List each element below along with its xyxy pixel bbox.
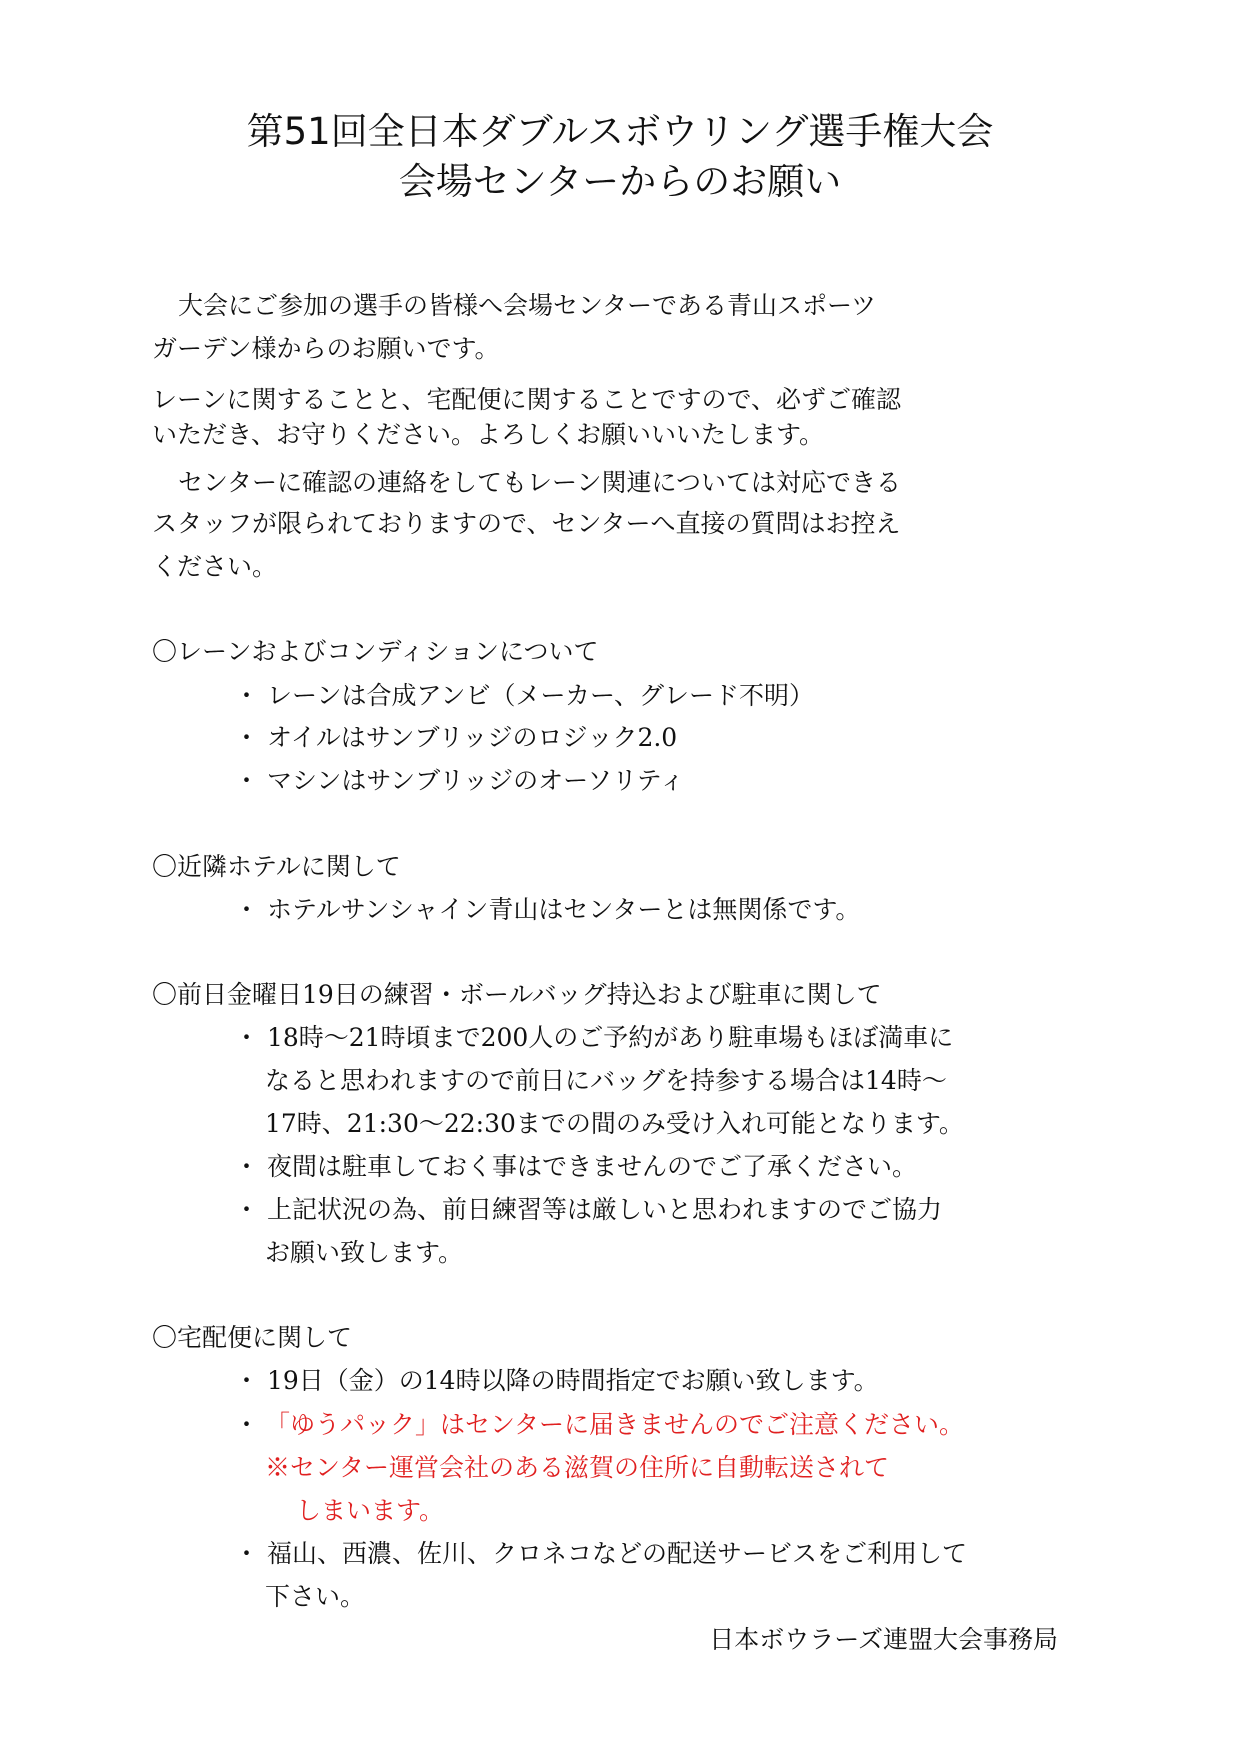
warning-yupack: 「ゆうパック」はセンターに届きませんのでご注意ください。	[265, 1410, 965, 1439]
intro-line: センターに確認の連絡をしてもレーン関連については対応できる	[178, 468, 902, 497]
intro-line: ガーデン様からのお願いです。	[152, 334, 500, 363]
bullet-item: ・ 19日（金）の14時以降の時間指定でお願い致します。	[234, 1366, 879, 1395]
bullet-item: ・ 福山、西濃、佐川、クロネコなどの配送サービスをご利用して	[234, 1539, 967, 1568]
intro-line: いただき、お守りください。よろしくお願いいいたします。	[152, 420, 825, 449]
bullet-marker: ・	[234, 1410, 260, 1439]
intro-line: ください。	[152, 552, 278, 581]
section-heading-previous-day: 〇前日金曜日19日の練習・ボールバッグ持込および駐車に関して	[152, 980, 882, 1009]
bullet-item: ・ 夜間は駐車しておく事はできませんのでご了承ください。	[234, 1152, 917, 1181]
warning-note-continued: しまいます。	[296, 1496, 445, 1525]
bullet-item: ・ 18時～21時頃まで200人のご予約があり駐車場もほぼ満車に	[234, 1023, 954, 1052]
bullet-item: ・ ホテルサンシャイン青山はセンターとは無関係です。	[234, 895, 861, 924]
issuer-signature: 日本ボウラーズ連盟大会事務局	[709, 1625, 1058, 1654]
bullet-item: ・ マシンはサンブリッジのオーソリティ	[234, 766, 685, 795]
bullet-item-continued: お願い致します。	[265, 1238, 464, 1267]
bullet-item-continued: 17時、21:30～22:30までの間のみ受け入れ可能となります。	[265, 1109, 964, 1138]
document-title-line-1: 第51回全日本ダブルスボウリング選手権大会	[246, 110, 994, 153]
intro-line: 大会にご参加の選手の皆様へ会場センターである青山スポーツ	[178, 291, 877, 320]
intro-line: レーンに関することと、宅配便に関することですので、必ずご確認	[152, 385, 902, 414]
bullet-item: ・ 上記状況の為、前日練習等は厳しいと思われますのでご協力	[234, 1195, 942, 1224]
bullet-item-continued: 下さい。	[265, 1582, 366, 1611]
section-heading-delivery: 〇宅配便に関して	[152, 1323, 353, 1352]
intro-line: スタッフが限られておりますので、センターへ直接の質問はお控え	[152, 509, 901, 538]
document-title-line-2: 会場センターからのお願い	[398, 160, 842, 203]
bullet-item-continued: なると思われますので前日にバッグを持参する場合は14時～	[265, 1066, 947, 1095]
section-heading-hotel: 〇近隣ホテルに関して	[152, 852, 401, 881]
bullet-item: ・ オイルはサンブリッジのロジック2.0	[234, 723, 678, 752]
bullet-item: ・ レーンは合成アンビ（メーカー、グレード不明）	[234, 681, 814, 710]
warning-note: ※センター運営会社のある滋賀の住所に自動転送されて	[265, 1453, 890, 1482]
section-heading-lane: 〇レーンおよびコンディションについて	[152, 637, 599, 666]
